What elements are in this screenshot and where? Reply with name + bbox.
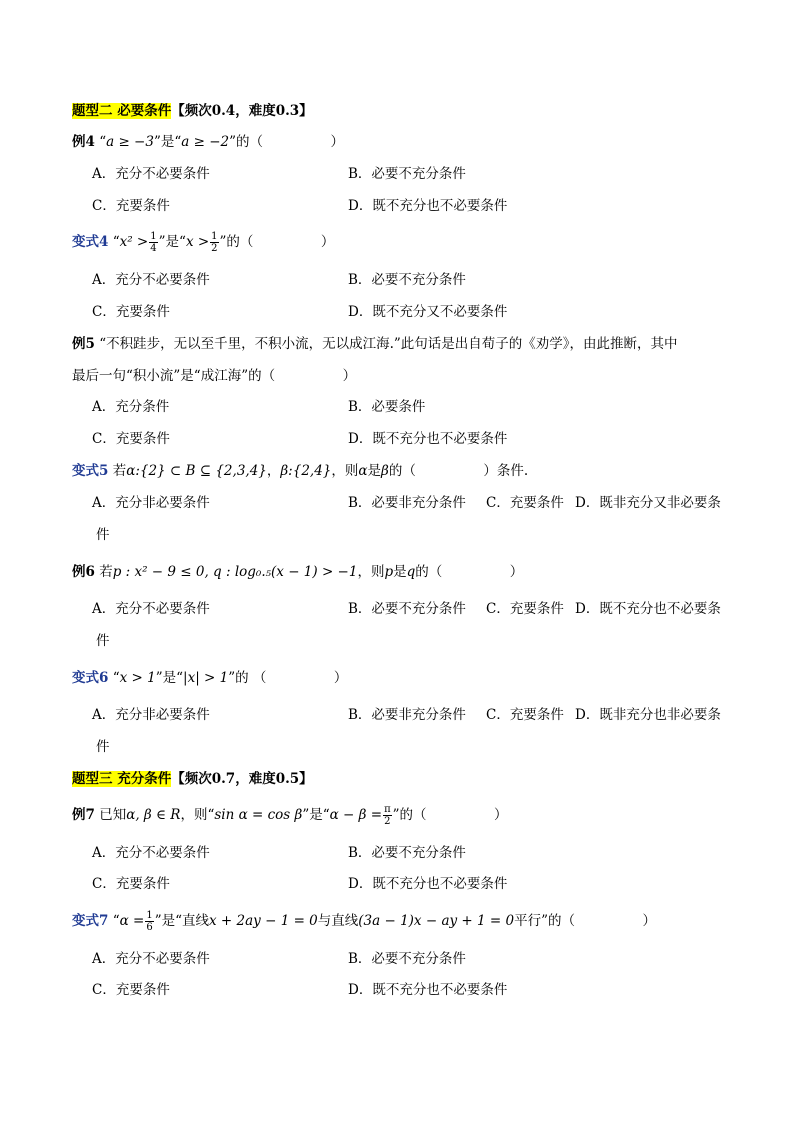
text: “ bbox=[99, 134, 107, 150]
option-c: C．充要条件 bbox=[486, 601, 564, 617]
fraction: $\frac{1}{2}$ bbox=[211, 231, 218, 254]
math: β:{2,4} bbox=[280, 463, 332, 479]
math: α bbox=[358, 463, 368, 479]
option-a: A．充分条件 bbox=[92, 399, 170, 415]
option-d: D．既不充分又不必要条件 bbox=[348, 304, 508, 320]
example-7-question bbox=[72, 803, 728, 827]
text: 是 bbox=[367, 463, 382, 479]
text: ”是“直线 bbox=[154, 913, 210, 929]
math: α, β ∈ R bbox=[126, 807, 181, 823]
option-c: C．充要条件 bbox=[92, 431, 170, 447]
text: 是 bbox=[393, 564, 407, 580]
variant-4-question bbox=[72, 230, 728, 254]
text: ”的（ ） bbox=[392, 807, 508, 823]
text: ，则 bbox=[357, 564, 385, 580]
text: “不积跬步，无以至千里，不积小流，无以成江海.”此句话是出自荀子的《劝学》，由此推断，其中 bbox=[99, 336, 678, 352]
math: a ≥ −2 bbox=[181, 134, 230, 150]
text: 的（ ）条件. bbox=[388, 463, 529, 479]
example-label: 例6 bbox=[72, 564, 95, 580]
option-a: A．充分不必要条件 bbox=[92, 845, 210, 861]
option-b: B．必要不充分条件 bbox=[348, 951, 466, 967]
math: p bbox=[384, 564, 394, 580]
math: q bbox=[406, 564, 416, 580]
math: a ≥ −3 bbox=[106, 134, 154, 150]
option-b: B．必要不充分条件 bbox=[348, 845, 466, 861]
text: 已知 bbox=[99, 807, 127, 823]
math: sin α = cos β bbox=[214, 807, 303, 823]
text: ”是“ bbox=[158, 234, 186, 250]
example-4-question bbox=[72, 130, 728, 154]
section-header-2 bbox=[72, 99, 728, 123]
option-d-continued: 件 bbox=[96, 739, 110, 755]
math: p : x² − 9 ≤ 0, q : log₀.₅(x − 1) > −1 bbox=[112, 564, 358, 580]
option-b: B．必要不充分条件 bbox=[348, 601, 466, 617]
math: α = bbox=[119, 913, 145, 929]
example-5-question-line2: 最后一句“积小流”是“成江海”的（ ） bbox=[72, 368, 357, 384]
option-d: D．既非充分又非必要条 bbox=[575, 495, 721, 511]
option-d: D．既不充分也不必要条件 bbox=[348, 431, 508, 447]
variant-label: 变式5 bbox=[72, 463, 109, 479]
text: ，则 bbox=[331, 463, 359, 479]
math: α:{2} ⊂ B ⊆ {2,3,4} bbox=[126, 463, 267, 479]
fraction: $\frac{\pi}{2}$ bbox=[384, 804, 391, 827]
fraction: $\frac{1}{6}$ bbox=[146, 910, 153, 933]
option-d: D．既不充分也不必要条件 bbox=[348, 982, 508, 998]
option-a: A．充分不必要条件 bbox=[92, 601, 210, 617]
section-title: 题型三 充分条件 bbox=[72, 771, 172, 787]
text: ”是“ bbox=[302, 807, 330, 823]
text: “ bbox=[112, 234, 120, 250]
example-label: 例5 bbox=[72, 336, 95, 352]
variant-label: 变式6 bbox=[72, 670, 109, 686]
option-c: C．充要条件 bbox=[486, 495, 564, 511]
option-c: C．充要条件 bbox=[92, 198, 170, 214]
math: α − β = bbox=[329, 807, 383, 823]
text: ”的（ ） bbox=[229, 134, 345, 150]
math: x > 1 bbox=[119, 670, 156, 686]
text: ”的（ ） bbox=[219, 234, 335, 250]
text: 与直线 bbox=[317, 913, 359, 929]
example-label: 例7 bbox=[72, 807, 95, 823]
option-b: B．必要不充分条件 bbox=[348, 166, 466, 182]
option-d: D．既非充分也非必要条 bbox=[575, 707, 721, 723]
option-c: C．充要条件 bbox=[92, 304, 170, 320]
example-label: 例4 bbox=[72, 134, 95, 150]
option-c: C．充要条件 bbox=[92, 982, 170, 998]
section-tag: 【频次0.7，难度0.5】 bbox=[171, 771, 313, 787]
text: ， bbox=[266, 463, 281, 479]
option-a: A．充分非必要条件 bbox=[92, 707, 210, 723]
option-a: A．充分不必要条件 bbox=[92, 166, 210, 182]
option-d-continued: 件 bbox=[96, 527, 110, 543]
text: 若 bbox=[99, 564, 113, 580]
option-a: A．充分不必要条件 bbox=[92, 951, 210, 967]
section-tag: 【频次0.4，难度0.3】 bbox=[171, 103, 313, 119]
text: ，则“ bbox=[180, 807, 215, 823]
text: ”的 （ ） bbox=[228, 670, 348, 686]
math: x² > bbox=[119, 234, 149, 250]
math: (3a − 1)x − ay + 1 = 0 bbox=[358, 913, 515, 929]
option-d: D．既不充分也不必要条 bbox=[575, 601, 721, 617]
math: |x| > 1 bbox=[183, 670, 229, 686]
option-d: D．既不充分也不必要条件 bbox=[348, 876, 508, 892]
option-b: B．必要不充分条件 bbox=[348, 272, 466, 288]
text: “ bbox=[112, 913, 120, 929]
math: x + 2ay − 1 = 0 bbox=[209, 913, 318, 929]
option-a: A．充分不必要条件 bbox=[92, 272, 210, 288]
text: 平行”的（ ） bbox=[514, 913, 656, 929]
text: 若 bbox=[112, 463, 127, 479]
section-title: 题型二 必要条件 bbox=[72, 103, 172, 119]
math: x > bbox=[185, 234, 210, 250]
variant-label: 变式7 bbox=[72, 913, 109, 929]
text: ”是“ bbox=[153, 134, 182, 150]
variant-5-question bbox=[72, 459, 728, 483]
option-d: D．既不充分也不必要条件 bbox=[348, 198, 508, 214]
example-6-question bbox=[72, 560, 728, 584]
text: ”是“ bbox=[155, 670, 184, 686]
option-c: C．充要条件 bbox=[92, 876, 170, 892]
math: β bbox=[381, 463, 389, 479]
option-b: B．必要非充分条件 bbox=[348, 707, 466, 723]
variant-6-question bbox=[72, 666, 728, 690]
text: “ bbox=[112, 670, 120, 686]
option-d-continued: 件 bbox=[96, 633, 110, 649]
option-c: C．充要条件 bbox=[486, 707, 564, 723]
option-b: B．必要条件 bbox=[348, 399, 426, 415]
option-a: A．充分非必要条件 bbox=[92, 495, 210, 511]
variant-7-question bbox=[72, 909, 728, 933]
variant-label: 变式4 bbox=[72, 234, 109, 250]
option-b: B．必要非充分条件 bbox=[348, 495, 466, 511]
fraction: $\frac{1}{4}$ bbox=[150, 231, 157, 254]
text: 的（ ） bbox=[415, 564, 524, 580]
section-header-3 bbox=[72, 767, 728, 791]
example-5-question-line1 bbox=[72, 332, 728, 356]
